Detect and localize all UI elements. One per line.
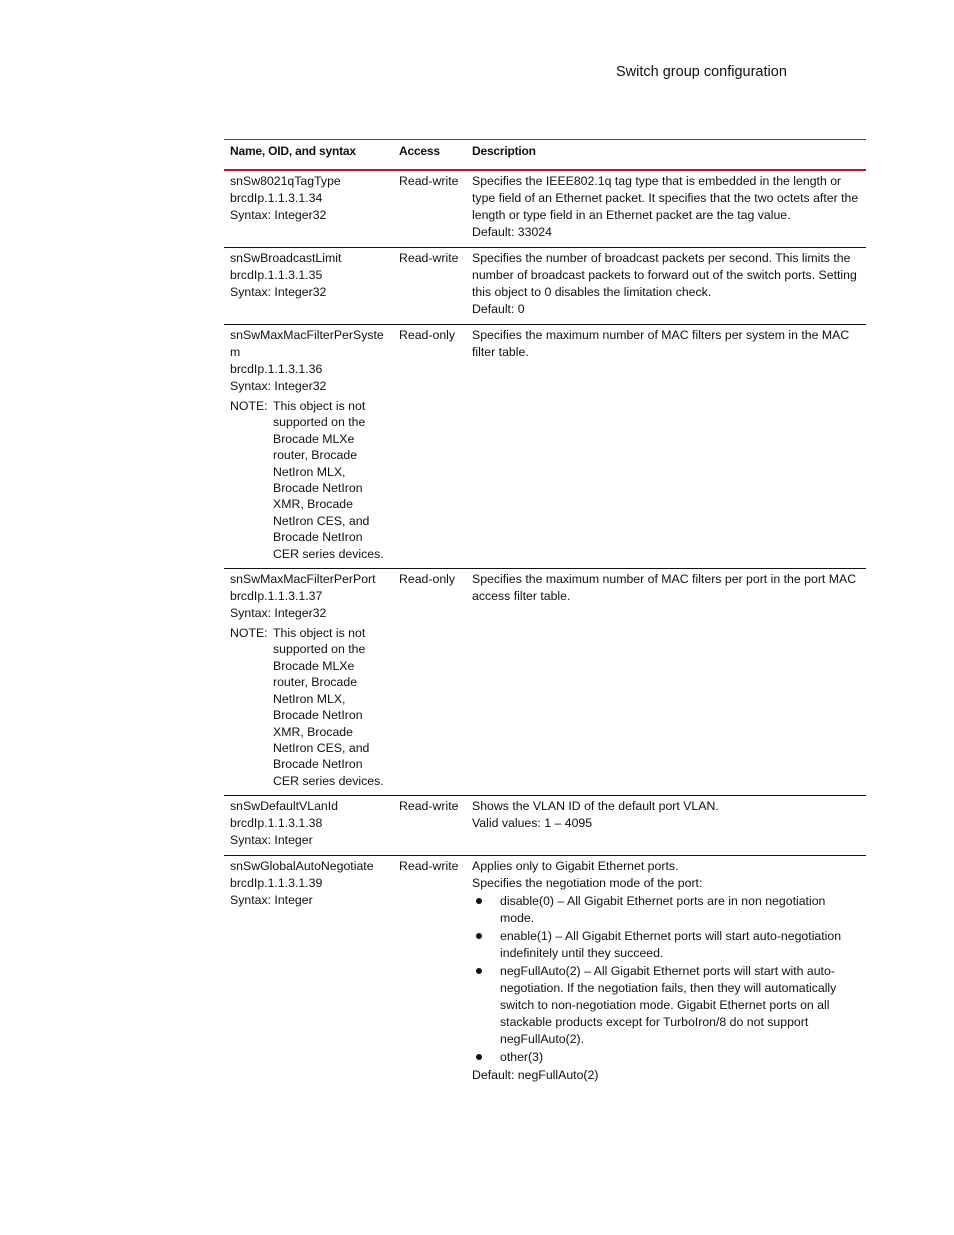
object-syntax: Syntax: Integer32 [230,379,327,393]
default-value: Default: negFullAuto(2) [472,1068,599,1083]
description-text: Specifies the number of broadcast packets per second. This limits the number of broadcast packets to forward out of the switch ports. Setting this object to 0 disables the limitation check. [472,251,857,299]
list-item-text: enable(1) – All Gigabit Ethernet ports will start auto-negotiation indefinitely until they succeed. [500,929,842,961]
description-text: Specifies the IEEE802.1q tag type that is embedded in the length or type field of an Ethernet packet. It specifies that the two octets after the length or type field in an Ethernet packet are the tag value. [472,174,859,222]
object-syntax: Syntax: Integer32 [230,285,327,299]
note-text: This object is not supported on the Brocade MLXe router, Brocade NetIron MLX, Brocade NetIron XMR, Brocade NetIron CES, and Brocade NetIron CER series devices. [273,399,384,561]
list-item-text: negFullAuto(2) – All Gigabit Ethernet ports will start with auto-negotiation. If the negotiation fails, then they will automatically switch to non-negotiation mode. Gigabit Ethernet ports on all stackable products except for TurboIron/8 do not support negFullAuto(2). [500,964,837,1047]
table-row [224,325,866,569]
name-cell [224,170,393,248]
access-cell: Read-only [393,325,466,569]
description-text: Shows the VLAN ID of the default port VLAN. [472,799,719,814]
bullet-icon [476,898,482,904]
object-syntax: Syntax: Integer32 [230,208,327,222]
description-cell [466,569,866,796]
description-text: Specifies the maximum number of MAC filters per port in the port MAC access filter table. [472,572,857,604]
note-label: NOTE: [230,399,268,413]
bullet-icon [476,968,482,974]
object-oid: brcdIp.1.1.3.1.34 [230,191,323,205]
table-header-row [224,140,866,171]
bullet-icon [476,1054,482,1060]
mode-list [472,893,860,1066]
description-cell [466,796,866,856]
object-syntax: Syntax: Integer32 [230,606,327,621]
object-oid: brcdIp.1.1.3.1.37 [230,589,323,604]
object-name-part2: m [230,345,241,359]
object-oid: brcdIp.1.1.3.1.38 [230,816,323,831]
mib-object-table [224,139,866,1090]
table-row [224,856,866,1091]
description-text: Specifies the maximum number of MAC filters per system in the MAC filter table. [472,328,850,359]
name-cell [224,569,393,796]
description-cell [466,856,866,1091]
description-cell [466,248,866,325]
table-row [224,569,866,796]
list-item-text: disable(0) – All Gigabit Ethernet ports are in non negotiation mode. [500,894,826,926]
note-label: NOTE: [230,626,268,641]
default-value: Default: 33024 [472,225,552,239]
access-cell: Read-write [393,170,466,248]
description-cell [466,170,866,248]
access-cell: Read-write [399,859,459,874]
object-name-part1: snSwMaxMacFilterPerSyste [230,328,384,342]
list-item [472,963,860,1048]
bullet-icon [476,933,482,939]
access-cell: Read-write [393,796,466,856]
description-cell [466,325,866,569]
object-syntax: Syntax: Integer [230,893,313,908]
note-block [230,398,387,562]
object-oid: brcdIp.1.1.3.1.39 [230,876,323,891]
column-header-access: Access [393,140,466,171]
object-name: snSwBroadcastLimit [230,251,342,265]
column-header-name: Name, OID, and syntax [224,140,393,171]
access-cell: Read-only [393,569,466,796]
object-oid: brcdIp.1.1.3.1.35 [230,268,323,282]
table-row [224,170,866,248]
object-name: snSwGlobalAutoNegotiate [230,859,374,874]
valid-values: Valid values: 1 – 4095 [472,816,593,831]
object-name: snSwMaxMacFilterPerPort [230,572,376,587]
column-header-description: Description [466,140,866,171]
name-cell [224,856,393,1091]
name-cell [224,796,393,856]
description-text: Applies only to Gigabit Ethernet ports. [472,859,679,874]
table-row [224,796,866,856]
name-cell [224,325,393,569]
note-text: This object is not supported on the Brocade MLXe router, Brocade NetIron MLX, Brocade NetIron XMR, Brocade NetIron CES, and Brocade NetIron CER series devices. [273,626,384,788]
note-block [230,625,387,789]
description-text-2: Specifies the negotiation mode of the port: [472,876,703,891]
name-cell [224,248,393,325]
list-item [472,1049,860,1066]
object-syntax: Syntax: Integer [230,833,313,848]
default-value: Default: 0 [472,302,525,316]
list-item [472,928,860,962]
list-item [472,893,860,927]
list-item-text: other(3) [500,1050,544,1065]
access-cell: Read-write [393,248,466,325]
object-oid: brcdIp.1.1.3.1.36 [230,362,323,376]
table-row [224,248,866,325]
page-header-title: Switch group configuration [616,64,787,80]
object-name: snSwDefaultVLanId [230,799,339,814]
object-name: snSw8021qTagType [230,174,341,188]
